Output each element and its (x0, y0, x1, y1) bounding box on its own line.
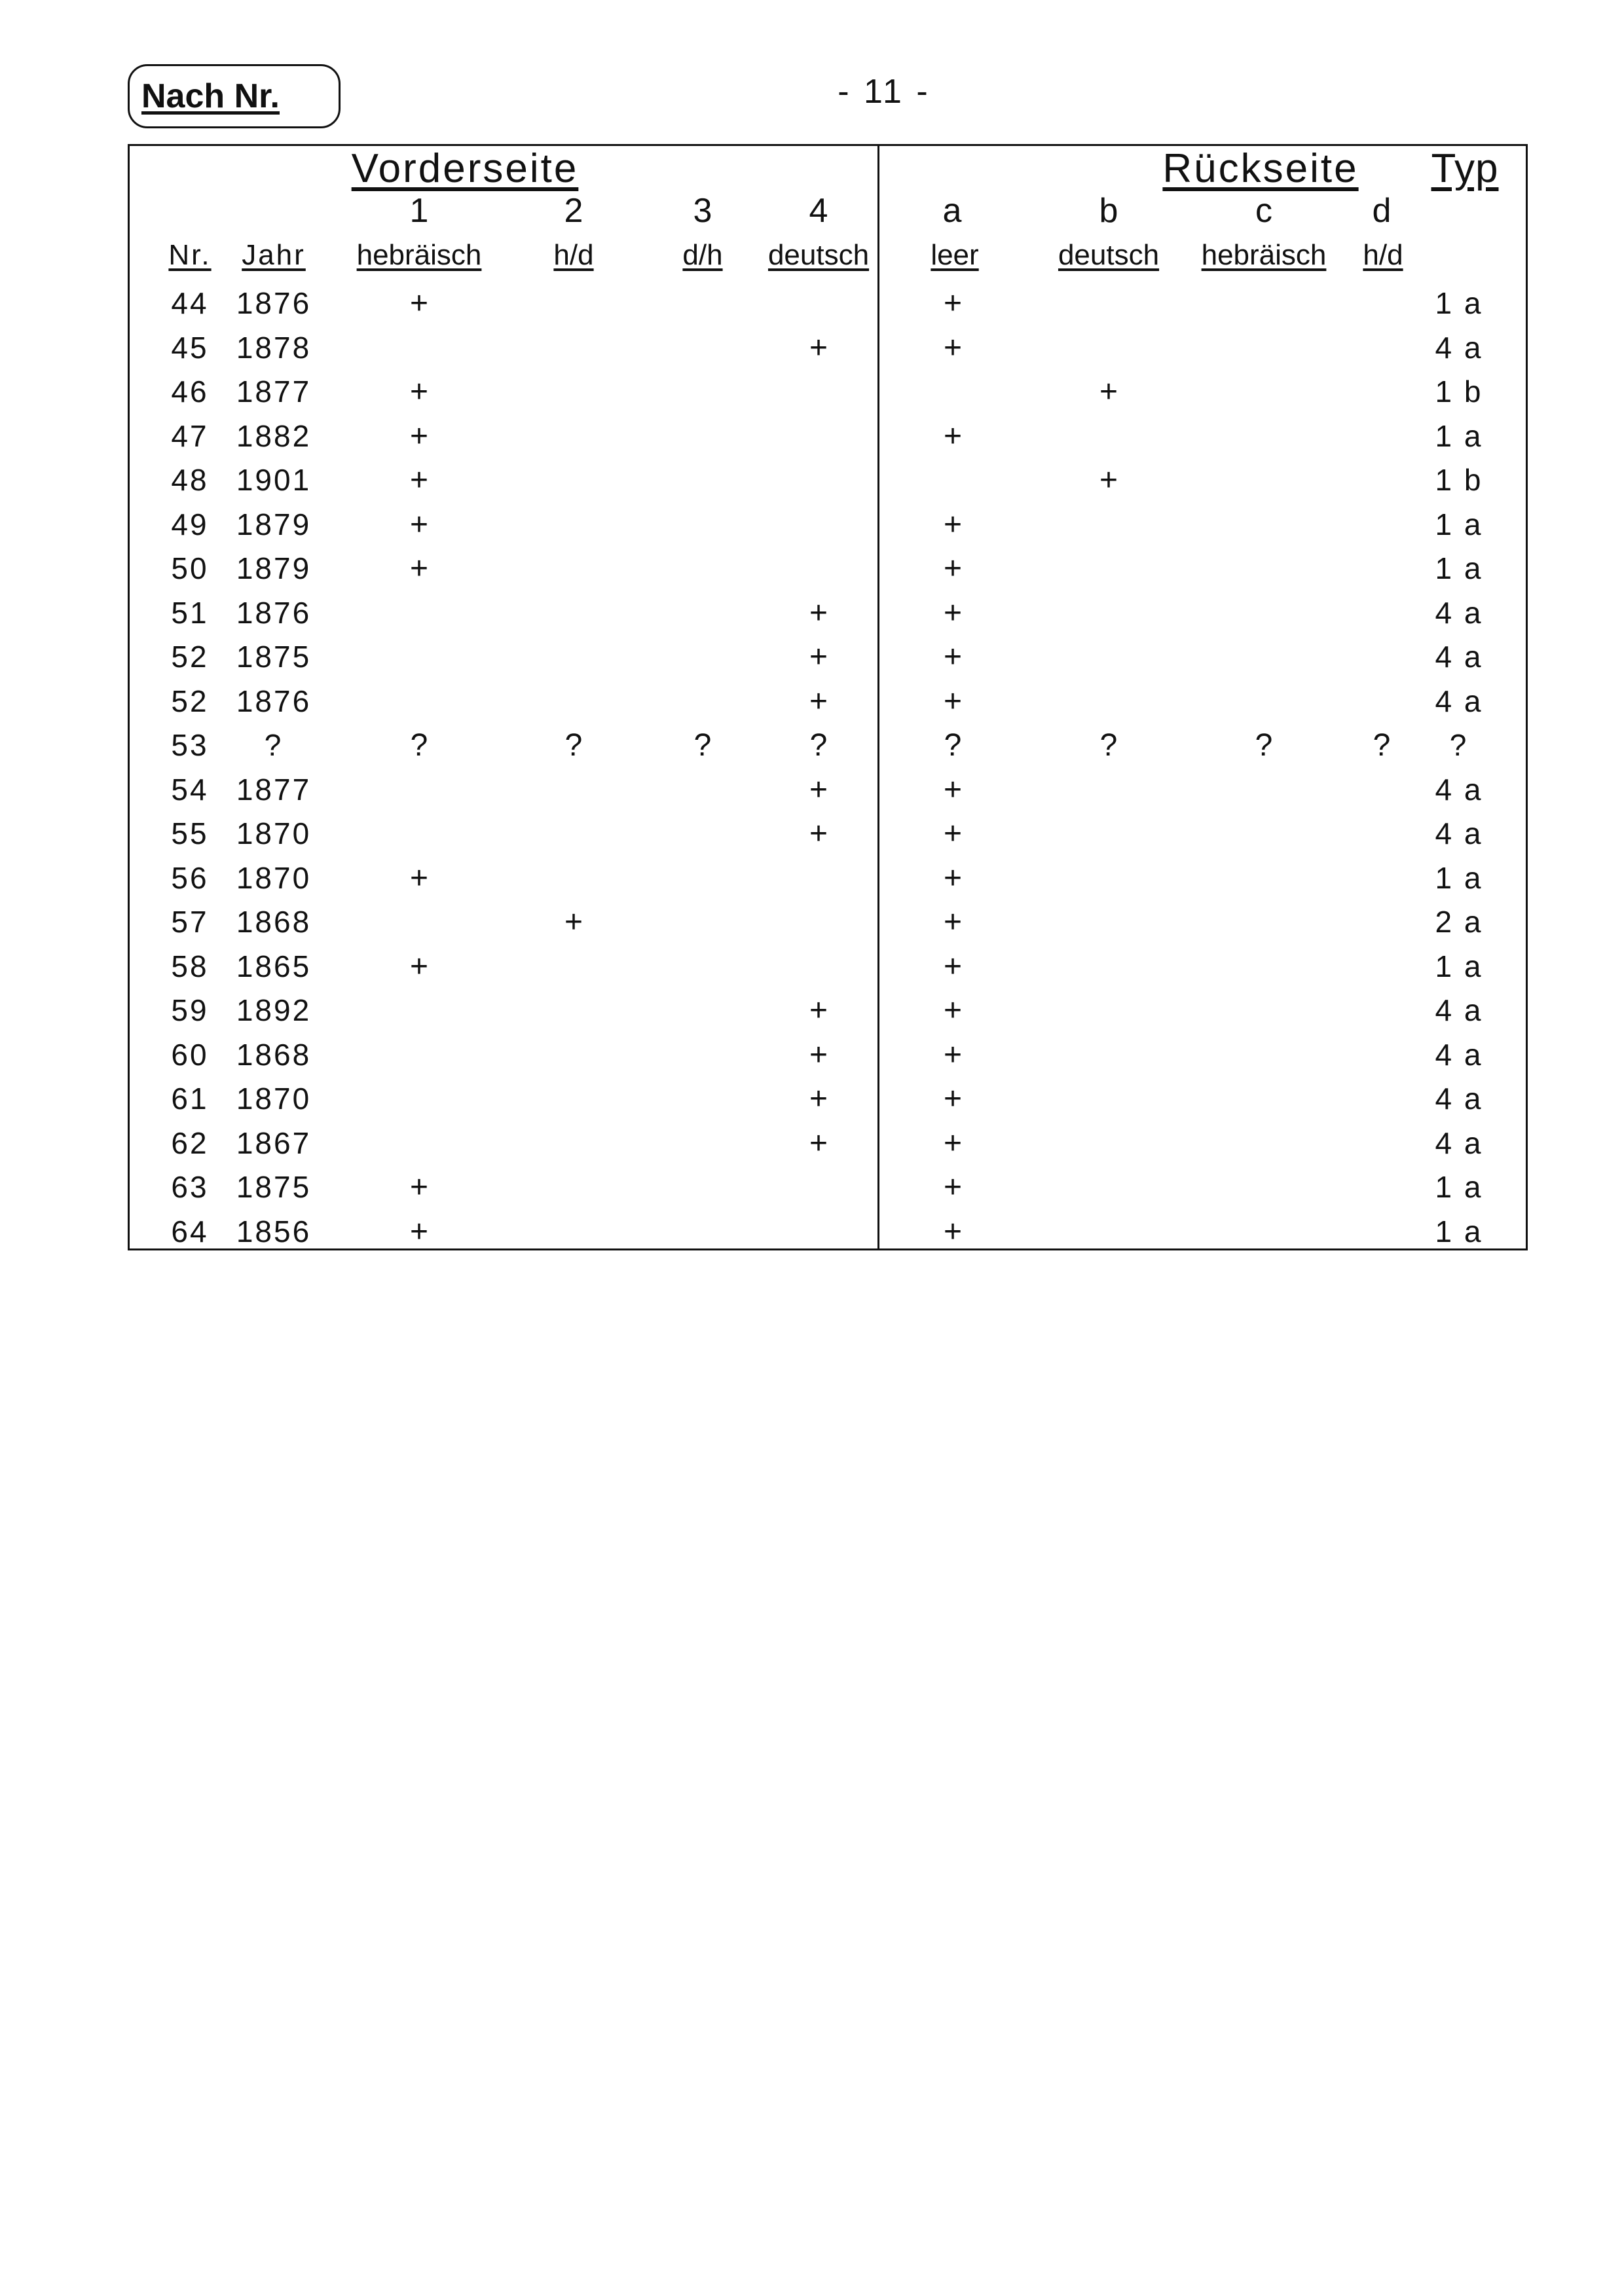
table-divider (877, 144, 879, 1250)
table-cell-nr: 64 (171, 1214, 209, 1248)
table-cell-nr: 45 (171, 330, 209, 365)
table-cell-nr: 63 (171, 1170, 209, 1204)
table-cell-typ: 4 a (1435, 595, 1483, 630)
table-cell-ra: + (943, 1037, 963, 1072)
table-cell-v1: + (409, 418, 429, 454)
table-cell-typ: 1 b (1435, 463, 1483, 497)
front-col-3-num: 3 (693, 192, 712, 230)
table-cell-jahr: 1875 (236, 1170, 312, 1204)
table-cell-rb: + (1099, 374, 1118, 409)
table-cell-nr: 59 (171, 993, 209, 1027)
table-cell-typ: ? (1449, 728, 1469, 762)
table-cell-jahr: 1876 (236, 286, 312, 320)
table-cell-v4: + (809, 993, 828, 1028)
front-col-4-num: 4 (809, 192, 828, 230)
table-cell-ra: + (943, 507, 963, 542)
back-col-b-label: deutsch (1058, 239, 1160, 271)
table-cell-ra: + (943, 418, 963, 454)
table-cell-ra: + (943, 816, 963, 851)
table-cell-v1: + (409, 286, 429, 321)
front-col-1-label: hebräisch (356, 239, 482, 271)
table-cell-jahr: 1876 (236, 683, 312, 718)
table-cell-typ: 1 a (1435, 551, 1483, 585)
table-cell-jahr: 1865 (236, 949, 312, 983)
front-col-2-num: 2 (564, 192, 583, 230)
front-side-title: Vorderseite (351, 146, 579, 191)
table-cell-nr: 50 (171, 551, 209, 585)
table-cell-rb: + (1099, 463, 1118, 498)
table-cell-v4: ? (809, 728, 828, 763)
table-cell-jahr: 1870 (236, 1082, 312, 1116)
table-cell-jahr: 1868 (236, 1037, 312, 1072)
table-cell-typ: 1 a (1435, 860, 1483, 895)
table-cell-v1: + (409, 463, 429, 498)
page-number: - 11 - (838, 73, 931, 111)
back-col-a-num: a (942, 192, 962, 230)
table-cell-ra: + (943, 640, 963, 674)
table-cell-typ: 4 a (1435, 1037, 1483, 1072)
table-cell-v1: ? (410, 728, 428, 763)
table-cell-jahr: 1877 (236, 772, 312, 807)
table-cell-v1: + (409, 860, 429, 896)
table-cell-nr: 47 (171, 418, 209, 453)
table-cell-nr: 51 (171, 595, 209, 630)
table-cell-nr: 54 (171, 772, 209, 807)
nr-header: Nr. (168, 239, 212, 271)
table-cell-jahr: 1867 (236, 1125, 312, 1160)
table-cell-nr: 56 (171, 860, 209, 895)
table-cell-nr: 61 (171, 1082, 209, 1116)
back-col-d-label: h/d (1363, 239, 1403, 271)
table-cell-jahr: 1868 (236, 905, 312, 939)
table-cell-jahr: 1875 (236, 640, 312, 674)
table-cell-nr: 55 (171, 816, 209, 850)
table-cell-jahr: ? (264, 728, 284, 762)
table-cell-nr: 60 (171, 1037, 209, 1072)
table-cell-ra: + (943, 683, 963, 719)
table-cell-jahr: 1882 (236, 418, 312, 453)
table-cell-ra: + (943, 330, 963, 365)
table-cell-v3: ? (693, 728, 712, 763)
table-cell-v4: + (809, 1037, 828, 1072)
table-cell-nr: 53 (171, 728, 209, 762)
table-cell-v1: + (409, 949, 429, 984)
table-cell-ra: + (943, 286, 963, 321)
table-cell-jahr: 1870 (236, 816, 312, 850)
table-cell-nr: 46 (171, 374, 209, 409)
table-cell-typ: 1 a (1435, 1170, 1483, 1204)
table-cell-jahr: 1870 (236, 860, 312, 895)
table-cell-typ: 2 a (1435, 905, 1483, 939)
table-cell-v2: ? (564, 728, 583, 763)
section-label: Nach Nr. (141, 77, 280, 115)
table-cell-jahr: 1877 (236, 374, 312, 409)
table-cell-typ: 4 a (1435, 683, 1483, 718)
back-col-b-num: b (1099, 192, 1118, 230)
table-cell-v4: + (809, 640, 828, 674)
table-cell-ra: + (943, 1170, 963, 1205)
table-cell-typ: 1 a (1435, 507, 1483, 541)
table-cell-v4: + (809, 1125, 828, 1161)
front-col-4-label: deutsch (767, 239, 870, 271)
front-col-2-label: h/d (553, 239, 594, 271)
table-cell-v4: + (809, 683, 828, 719)
table-cell-typ: 4 a (1435, 993, 1483, 1027)
table-cell-nr: 57 (171, 905, 209, 939)
table-cell-typ: 1 a (1435, 949, 1483, 983)
table-cell-jahr: 1879 (236, 507, 312, 541)
table-cell-typ: 1 a (1435, 286, 1483, 320)
table-cell-ra: + (943, 551, 963, 586)
section-label-box (128, 64, 341, 128)
back-col-c-num: c (1255, 192, 1272, 230)
table-cell-v1: + (409, 374, 429, 409)
table-cell-nr: 48 (171, 463, 209, 497)
table-cell-ra: ? (944, 728, 962, 763)
table-cell-rd: ? (1373, 728, 1391, 763)
table-cell-v1: + (409, 1170, 429, 1205)
table-cell-typ: 4 a (1435, 640, 1483, 674)
type-title: Typ (1431, 146, 1499, 191)
table-cell-typ: 1 a (1435, 418, 1483, 453)
table-cell-typ: 4 a (1435, 330, 1483, 365)
table-cell-nr: 49 (171, 507, 209, 541)
table-cell-typ: 1 b (1435, 374, 1483, 409)
table-cell-ra: + (943, 1082, 963, 1116)
jahr-header: Jahr (242, 239, 306, 271)
table-cell-jahr: 1879 (236, 551, 312, 585)
table-cell-jahr: 1856 (236, 1214, 312, 1248)
back-col-a-label: leer (931, 239, 979, 271)
table-cell-rc: ? (1255, 728, 1273, 763)
table-cell-nr: 52 (171, 683, 209, 718)
table-cell-ra: + (943, 860, 963, 896)
table-cell-jahr: 1876 (236, 595, 312, 630)
table-cell-rb: ? (1099, 728, 1118, 763)
back-col-c-label: hebräisch (1201, 239, 1327, 271)
back-col-d-num: d (1372, 192, 1392, 230)
table-cell-ra: + (943, 772, 963, 807)
table-cell-v4: + (809, 595, 828, 630)
table-cell-v4: + (809, 816, 828, 851)
table-cell-jahr: 1892 (236, 993, 312, 1027)
table-cell-jahr: 1901 (236, 463, 312, 497)
front-col-1-num: 1 (409, 192, 429, 230)
table-cell-nr: 62 (171, 1125, 209, 1160)
table-cell-nr: 44 (171, 286, 209, 320)
table-cell-ra: + (943, 993, 963, 1028)
table-cell-typ: 4 a (1435, 1125, 1483, 1160)
table-cell-typ: 4 a (1435, 772, 1483, 807)
table-cell-ra: + (943, 1214, 963, 1249)
table-cell-typ: 4 a (1435, 1082, 1483, 1116)
table-cell-ra: + (943, 1125, 963, 1161)
table-cell-nr: 52 (171, 640, 209, 674)
table-cell-ra: + (943, 905, 963, 939)
table-cell-nr: 58 (171, 949, 209, 983)
back-side-title: Rückseite (1162, 146, 1359, 191)
table-cell-ra: + (943, 949, 963, 984)
table-cell-ra: + (943, 595, 963, 630)
table-cell-v4: + (809, 772, 828, 807)
table-cell-jahr: 1878 (236, 330, 312, 365)
table-cell-v1: + (409, 1214, 429, 1249)
table-cell-v1: + (409, 507, 429, 542)
table-cell-v4: + (809, 1082, 828, 1116)
table-cell-v1: + (409, 551, 429, 586)
front-col-3-label: d/h (682, 239, 723, 271)
table-cell-v4: + (809, 330, 828, 365)
table-cell-v2: + (564, 905, 583, 939)
table-cell-typ: 4 a (1435, 816, 1483, 850)
table-cell-typ: 1 a (1435, 1214, 1483, 1248)
